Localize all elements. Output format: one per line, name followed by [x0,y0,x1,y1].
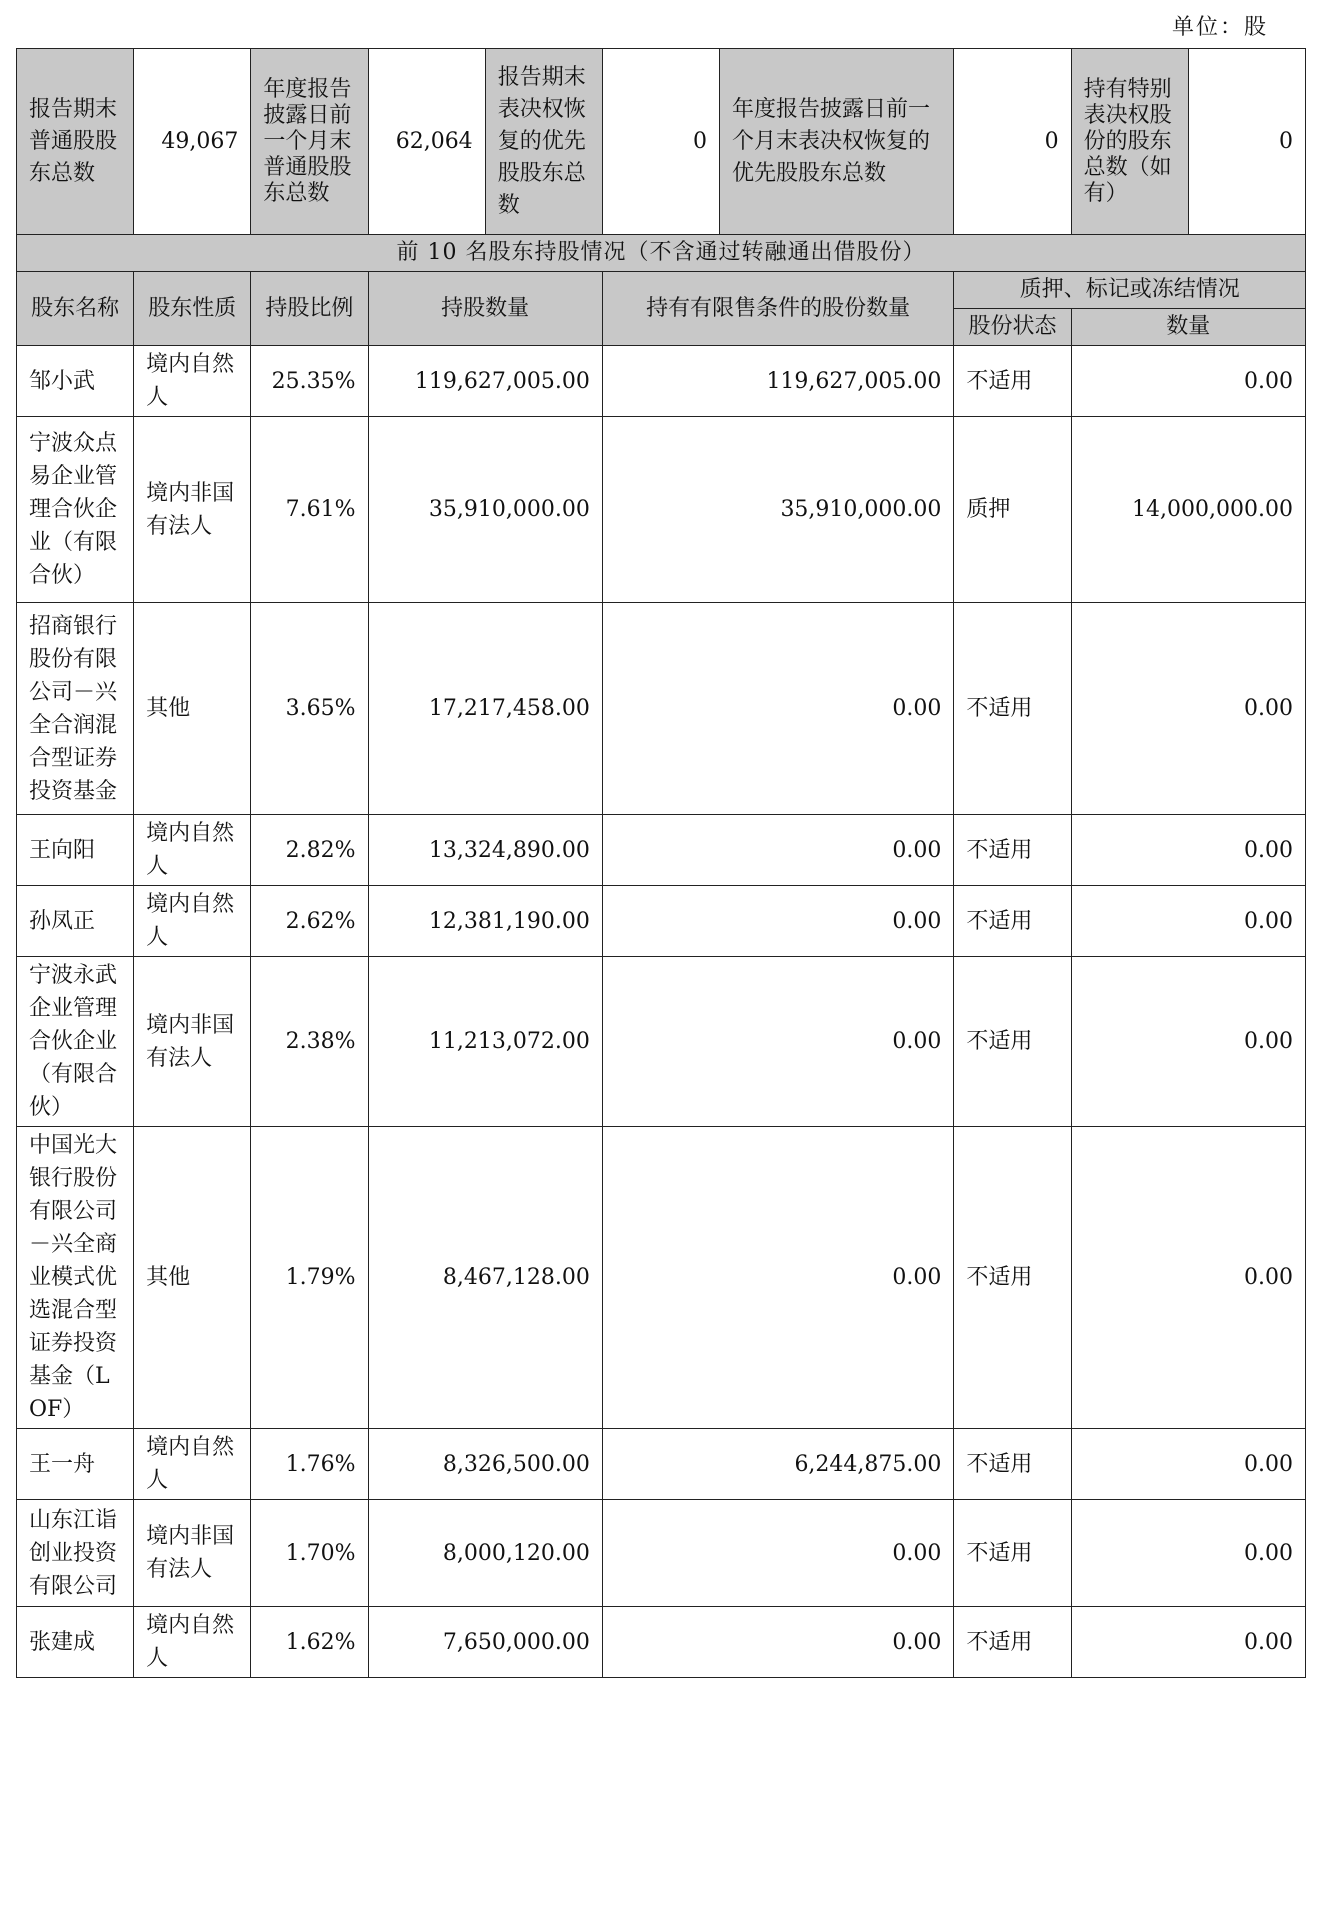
row-restricted: 0.00 [602,1607,954,1678]
row-amount: 0.00 [1071,1127,1305,1429]
shareholder-rows [17,346,1306,1678]
header-name: 股东名称 [17,272,134,346]
summary-row [17,49,1306,235]
header-restricted: 持有有限售条件的股份数量 [602,272,954,346]
row-name: 孙凤正 [17,886,134,957]
header-qty: 持股数量 [368,272,602,346]
row-name: 宁波众点易企业管理合伙企业（有限合伙） [17,417,134,603]
row-amount: 0.00 [1071,1500,1305,1607]
table-row [17,1429,1306,1500]
row-qty: 8,000,120.00 [368,1500,602,1607]
shareholder-table [16,48,1306,1678]
row-qty: 17,217,458.00 [368,603,602,815]
header-status: 股份状态 [954,309,1071,346]
row-amount: 0.00 [1071,603,1305,815]
summary-value-1: 49,067 [134,49,251,235]
row-status: 不适用 [954,1500,1071,1607]
summary-label-5: 持有特别表决权股份的股东总数（如有） [1071,49,1188,235]
row-name: 山东江诣创业投资有限公司 [17,1500,134,1607]
summary-label-2: 年度报告披露日前一个月末普通股股东总数 [251,49,368,235]
table-row [17,417,1306,603]
table-row [17,1500,1306,1607]
row-amount: 0.00 [1071,957,1305,1127]
row-nature: 境内自然人 [134,1429,251,1500]
row-name: 王一舟 [17,1429,134,1500]
row-restricted: 0.00 [602,815,954,886]
row-name: 邹小武 [17,346,134,417]
row-amount: 0.00 [1071,346,1305,417]
row-nature: 境内非国有法人 [134,417,251,603]
row-status: 不适用 [954,603,1071,815]
table-row [17,346,1306,417]
row-name: 张建成 [17,1607,134,1678]
row-status: 不适用 [954,1429,1071,1500]
row-restricted: 0.00 [602,886,954,957]
row-restricted: 0.00 [602,1127,954,1429]
row-qty: 8,326,500.00 [368,1429,602,1500]
row-status: 不适用 [954,815,1071,886]
row-restricted: 35,910,000.00 [602,417,954,603]
summary-value-4: 0 [954,49,1071,235]
header-pledge-group: 质押、标记或冻结情况 [954,272,1306,309]
unit-label: 单位：股 [1171,15,1268,40]
row-amount: 0.00 [1071,1429,1305,1500]
row-nature: 其他 [134,1127,251,1429]
row-ratio: 1.79% [251,1127,368,1429]
table-row [17,886,1306,957]
summary-label-4: 年度报告披露日前一个月末表决权恢复的优先股股东总数 [720,49,954,235]
row-ratio: 2.38% [251,957,368,1127]
row-nature: 境内非国有法人 [134,1500,251,1607]
row-qty: 13,324,890.00 [368,815,602,886]
row-amount: 14,000,000.00 [1071,417,1305,603]
row-ratio: 7.61% [251,417,368,603]
row-name: 中国光大银行股份有限公司－兴全商业模式优选混合型证券投资基金（LOF） [17,1127,134,1429]
row-nature: 境内自然人 [134,886,251,957]
row-qty: 119,627,005.00 [368,346,602,417]
row-nature: 境内自然人 [134,815,251,886]
row-ratio: 1.62% [251,1607,368,1678]
summary-label-1: 报告期末普通股股东总数 [17,49,134,235]
row-nature: 境内非国有法人 [134,957,251,1127]
summary-label-3: 报告期末表决权恢复的优先股股东总数 [485,49,602,235]
section-title-row [17,235,1306,272]
row-ratio: 1.76% [251,1429,368,1500]
table-row [17,1607,1306,1678]
row-status: 不适用 [954,1127,1071,1429]
row-name: 王向阳 [17,815,134,886]
row-ratio: 25.35% [251,346,368,417]
summary-value-5: 0 [1188,49,1305,235]
row-qty: 35,910,000.00 [368,417,602,603]
row-nature: 其他 [134,603,251,815]
section-title: 前 10 名股东持股情况（不含通过转融通出借股份） [17,235,1306,272]
row-name: 招商银行股份有限公司－兴全合润混合型证券投资基金 [17,603,134,815]
row-amount: 0.00 [1071,886,1305,957]
row-qty: 8,467,128.00 [368,1127,602,1429]
row-amount: 0.00 [1071,1607,1305,1678]
row-status: 质押 [954,417,1071,603]
row-restricted: 0.00 [602,1500,954,1607]
row-status: 不适用 [954,957,1071,1127]
row-restricted: 0.00 [602,603,954,815]
row-restricted: 0.00 [602,957,954,1127]
summary-value-3: 0 [602,49,719,235]
header-amount: 数量 [1071,309,1305,346]
row-restricted: 119,627,005.00 [602,346,954,417]
row-ratio: 3.65% [251,603,368,815]
row-ratio: 2.82% [251,815,368,886]
table-row [17,1127,1306,1429]
row-amount: 0.00 [1071,815,1305,886]
row-qty: 12,381,190.00 [368,886,602,957]
summary-value-2: 62,064 [368,49,485,235]
row-status: 不适用 [954,886,1071,957]
row-qty: 11,213,072.00 [368,957,602,1127]
table-row [17,603,1306,815]
row-status: 不适用 [954,346,1071,417]
header-row-1 [17,272,1306,309]
table-row [17,957,1306,1127]
header-ratio: 持股比例 [251,272,368,346]
row-nature: 境内自然人 [134,1607,251,1678]
header-nature: 股东性质 [134,272,251,346]
row-ratio: 1.70% [251,1500,368,1607]
table-row [17,815,1306,886]
row-qty: 7,650,000.00 [368,1607,602,1678]
row-nature: 境内自然人 [134,346,251,417]
row-name: 宁波永武企业管理合伙企业（有限合伙） [17,957,134,1127]
row-ratio: 2.62% [251,886,368,957]
row-restricted: 6,244,875.00 [602,1429,954,1500]
row-status: 不适用 [954,1607,1071,1678]
